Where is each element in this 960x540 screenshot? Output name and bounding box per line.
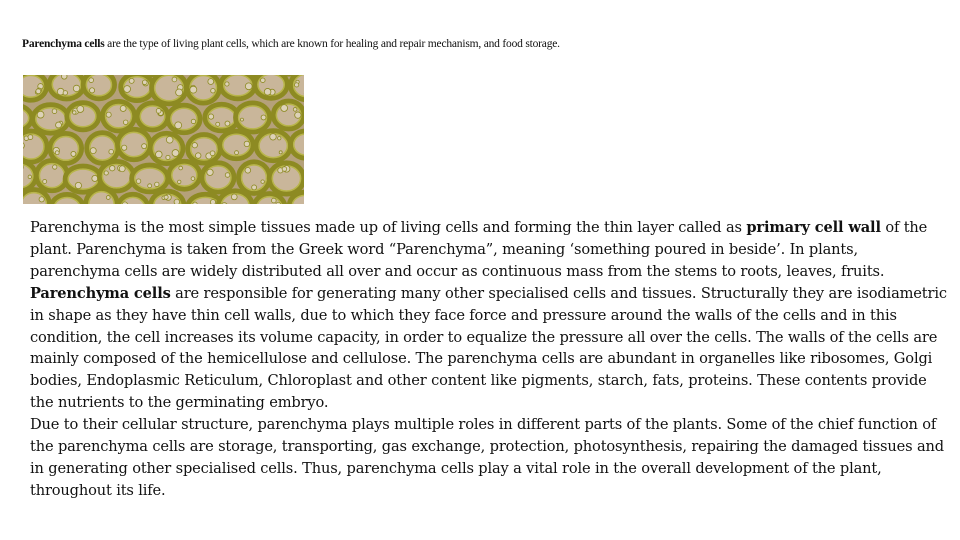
chloroplast-granule [179, 166, 183, 170]
chloroplast-granule [28, 135, 33, 140]
chloroplast-granule [124, 86, 131, 93]
chloroplast-granule [231, 194, 237, 200]
image-caption [22, 36, 942, 52]
chloroplast-granule [261, 180, 264, 183]
chloroplast-granule [89, 88, 94, 93]
cell-wall [36, 161, 67, 191]
caption-term: Parenchyma cells [22, 38, 105, 50]
chloroplast-granule [52, 109, 57, 114]
chloroplast-granule [136, 179, 141, 184]
chloroplast-granule [122, 145, 127, 150]
chloroplast-granule [261, 115, 266, 120]
chloroplast-granule [225, 82, 229, 86]
chloroplast-granule [190, 86, 197, 93]
chloroplast-granule [191, 177, 195, 181]
chloroplast-granule [71, 151, 76, 156]
chloroplast-granule [192, 143, 197, 148]
chloroplast-granule [211, 88, 215, 92]
chloroplast-granule [178, 180, 181, 183]
chloroplast-granule [293, 108, 297, 112]
chloroplast-granule [207, 169, 213, 175]
cell-wall [202, 163, 234, 192]
chloroplast-granule [55, 151, 59, 155]
chloroplast-granule [225, 121, 230, 126]
chloroplast-granule [28, 175, 32, 179]
chloroplast-granule [172, 150, 179, 157]
chloroplast-granule [176, 89, 183, 96]
parenchyma-micrograph-image [23, 75, 304, 204]
chloroplast-granule [109, 149, 114, 154]
chloroplast-granule [122, 202, 128, 204]
term-primary-cell-wall: primary cell wall [746, 219, 881, 236]
chloroplast-granule [142, 80, 147, 85]
chloroplast-granule [270, 134, 276, 140]
chloroplast-granule [245, 83, 252, 90]
chloroplast-granule [37, 111, 44, 118]
chloroplast-granule [240, 118, 243, 121]
chloroplast-granule [56, 122, 62, 128]
chloroplast-granule [193, 202, 197, 204]
chloroplast-granule [175, 122, 182, 129]
chloroplast-granule [191, 119, 195, 123]
chloroplast-granule [278, 137, 281, 140]
chloroplast-granule [252, 185, 257, 190]
chloroplast-granule [61, 75, 67, 79]
chloroplast-granule [166, 136, 173, 143]
chloroplast-granule [148, 184, 152, 188]
chloroplast-granule [120, 105, 126, 111]
chloroplast-granule [245, 167, 251, 173]
article-body [30, 217, 948, 502]
cell-wall [33, 105, 69, 133]
chloroplast-granule [63, 91, 67, 95]
chloroplast-granule [43, 179, 47, 183]
caption-text: are the type of living plant cells, which are known for healing and repair mechanism, and food storage. [104, 38, 560, 50]
paragraph-1: Parenchyma is the most simple tissues made up of living cells and forming the thin layer called as primary cell wall of the plant. Parenchyma is taken from the Greek word “Parenchyma”, meaning ‘something poured in beside’. In plants, parenchyma cells are widely distributed all over and occur as continuous mass from the stems to roots, leaves, fruits. [30, 219, 928, 280]
chloroplast-granule [264, 88, 271, 95]
chloroplast-granule [244, 141, 249, 146]
chloroplast-granule [235, 151, 239, 155]
chloroplast-granule [195, 153, 201, 159]
chloroplast-granule [276, 202, 281, 204]
chloroplast-granule [90, 148, 96, 154]
cell-wall [188, 135, 220, 163]
chloroplast-granule [156, 151, 163, 158]
chloroplast-granule [106, 112, 111, 117]
chloroplast-granule [216, 122, 220, 126]
chloroplast-granule [110, 166, 115, 171]
chloroplast-granule [73, 85, 80, 92]
chloroplast-granule [294, 83, 298, 87]
cell-wall [169, 161, 200, 189]
cell-wall [137, 103, 168, 130]
chloroplast-granule [156, 108, 161, 113]
chloroplast-granule [281, 105, 288, 112]
chloroplast-granule [208, 79, 214, 85]
paragraph-2: Parenchyma cells are responsible for generating many other specialised cells and tissues. Structurally they are isodiametric in shape as they have thin cell walls, due to which they face force and pressure around the walls of the cells and in this condition, the cell increases its volume capacity, in order to equalize the pressure all over the cells. The walls of the cells are mainly composed of the hemicellulose and cellulose. The parenchyma cells are abundant in organelles like ribosomes, Golgi bodies, Endoplasmic Reticulum, Chloroplast and other content like pigments, starch, fats, proteins. These contents provide the nutrients to the germinating embryo. [30, 284, 947, 412]
chloroplast-granule [172, 77, 177, 82]
term-parenchyma-cells: Parenchyma cells [30, 284, 171, 302]
chloroplast-granule [106, 196, 110, 200]
chloroplast-granule [210, 199, 215, 204]
chloroplast-granule [53, 165, 57, 169]
cell-wall [168, 105, 200, 132]
chloroplast-granule [225, 173, 230, 178]
chloroplast-granule [75, 182, 81, 188]
chloroplast-granule [119, 166, 125, 172]
chloroplast-granule [208, 114, 213, 119]
chloroplast-granule [282, 167, 287, 172]
chloroplast-granule [36, 89, 41, 94]
chloroplast-granule [295, 112, 301, 118]
chloroplast-granule [123, 120, 128, 125]
chloroplast-granule [104, 171, 108, 175]
chloroplast-granule [271, 198, 276, 203]
chloroplast-granule [210, 151, 215, 156]
paragraph-3: Due to their cellular structure, parenchyma plays multiple roles in different parts of the plants. Some of the chief function of the parenchyma cells are storage, transporting, gas exchange, protection, photosynthesis, repairing the damaged tissues and in generating other specialised cells. Thus, parenchyma cells play a vital role in the overall development of the plant, throughout its life. [30, 416, 944, 499]
chloroplast-granule [261, 78, 266, 83]
chloroplast-granule [155, 182, 159, 186]
chloroplast-granule [89, 78, 94, 83]
chloroplast-granule [73, 111, 77, 115]
chloroplast-granule [164, 195, 168, 199]
chloroplast-granule [39, 197, 44, 202]
chloroplast-granule [174, 199, 180, 204]
chloroplast-granule [77, 106, 84, 113]
chloroplast-granule [279, 151, 282, 154]
chloroplast-granule [129, 78, 134, 83]
chloroplast-granule [142, 144, 147, 149]
chloroplast-granule [166, 155, 170, 159]
